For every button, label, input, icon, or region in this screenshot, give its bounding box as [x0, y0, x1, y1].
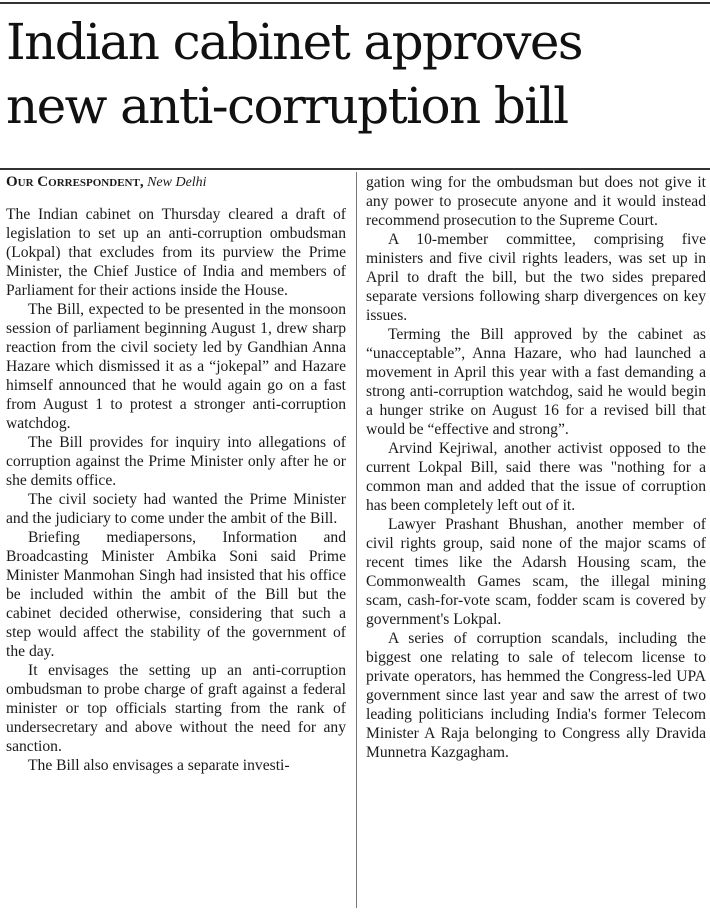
headline-line-2: new anti-corruption bill — [6, 77, 568, 135]
byline-location: New Delhi — [147, 175, 207, 190]
headline-line-1: Indian cabinet approves — [6, 13, 582, 71]
paragraph: The civil society had wanted the Prime Minister and the judiciary to come under the ambit of the Bill. — [6, 491, 346, 527]
paragraph: A 10-member committee, comprising five ministers and five civil rights leaders, was set up in April to draft the bill, but the two sides prepared separate versions following sharp divergences on key issues. — [366, 231, 706, 324]
paragraph: It envisages the setting up an anti-corruption ombudsman to probe charge of graft against a federal minister or top officials starting from the rank of undersecretary and above without the need for any sanction. — [6, 662, 346, 755]
paragraph: Arvind Kejriwal, another activist opposed to the current Lokpal Bill, said there was "nothing for a common man and added that the issue of corruption has been completely left out of it. — [366, 440, 706, 514]
byline-correspondent: Our Correspondent, — [6, 174, 144, 190]
paragraph: The Indian cabinet on Thursday cleared a draft of legislation to set up an anti-corruption ombudsman (Lokpal) that excludes from its purview the Prime Minister, the Chief Justice of India and members of Parliament for their actions inside the House. — [6, 206, 346, 299]
article-column-1 — [6, 170, 346, 775]
paragraph: Terming the Bill approved by the cabinet as “unacceptable”, Anna Hazare, who had launched a movement in April this year with a fast demanding a strong anti-corruption watchdog, said he would begin a hunger strike on August 16 for a revised bill that would be “effective and strong”. — [366, 326, 706, 438]
headline — [6, 10, 706, 138]
top-rule — [0, 2, 710, 4]
paragraph: The Bill, expected to be presented in the monsoon session of parliament beginning August 1, drew sharp reaction from the civil society led by Gandhian Anna Hazare which dismissed it as a “jokepal” and Hazare himself announced that he would again go on a fast from August 1 to protest a stronger anti-corruption watchdog. — [6, 301, 346, 432]
paragraph: The Bill also envisages a separate investi- — [28, 757, 290, 774]
paragraph: Briefing mediapersons, Information and Broadcasting Minister Ambika Soni said Prime Minister Manmohan Singh had insisted that his office be included within the ambit of the Bill but the cabinet decided otherwise, considering that such a step would affect the stability of the government of the day. — [6, 529, 346, 660]
article-column-2 — [366, 173, 706, 762]
paragraph: Lawyer Prashant Bhushan, another member of civil rights group, said none of the major scams of recent times like the Adarsh Housing scam, the Commonwealth Games scam, the illegal mining scam, cash-for-vote scam, fodder scam is covered by government's Lokpal. — [366, 516, 706, 628]
column-divider — [356, 172, 357, 908]
byline — [6, 173, 346, 192]
paragraph: A series of corruption scandals, including the biggest one relating to sale of telecom license to private operators, has hemmed the Congress-led UPA government since last year and saw the arrest of two leading politicians including India's former Telecom Minister A Raja belonging to Congress ally Dravida Munnetra Kazgagham. — [366, 630, 706, 761]
paragraph: The Bill provides for inquiry into allegations of corruption against the Prime Minister only after he or she demits office. — [6, 434, 346, 489]
paragraph: gation wing for the ombudsman but does not give it any power to prosecute anyone and it would instead recommend prosecution to the Supreme Court. — [366, 174, 706, 229]
